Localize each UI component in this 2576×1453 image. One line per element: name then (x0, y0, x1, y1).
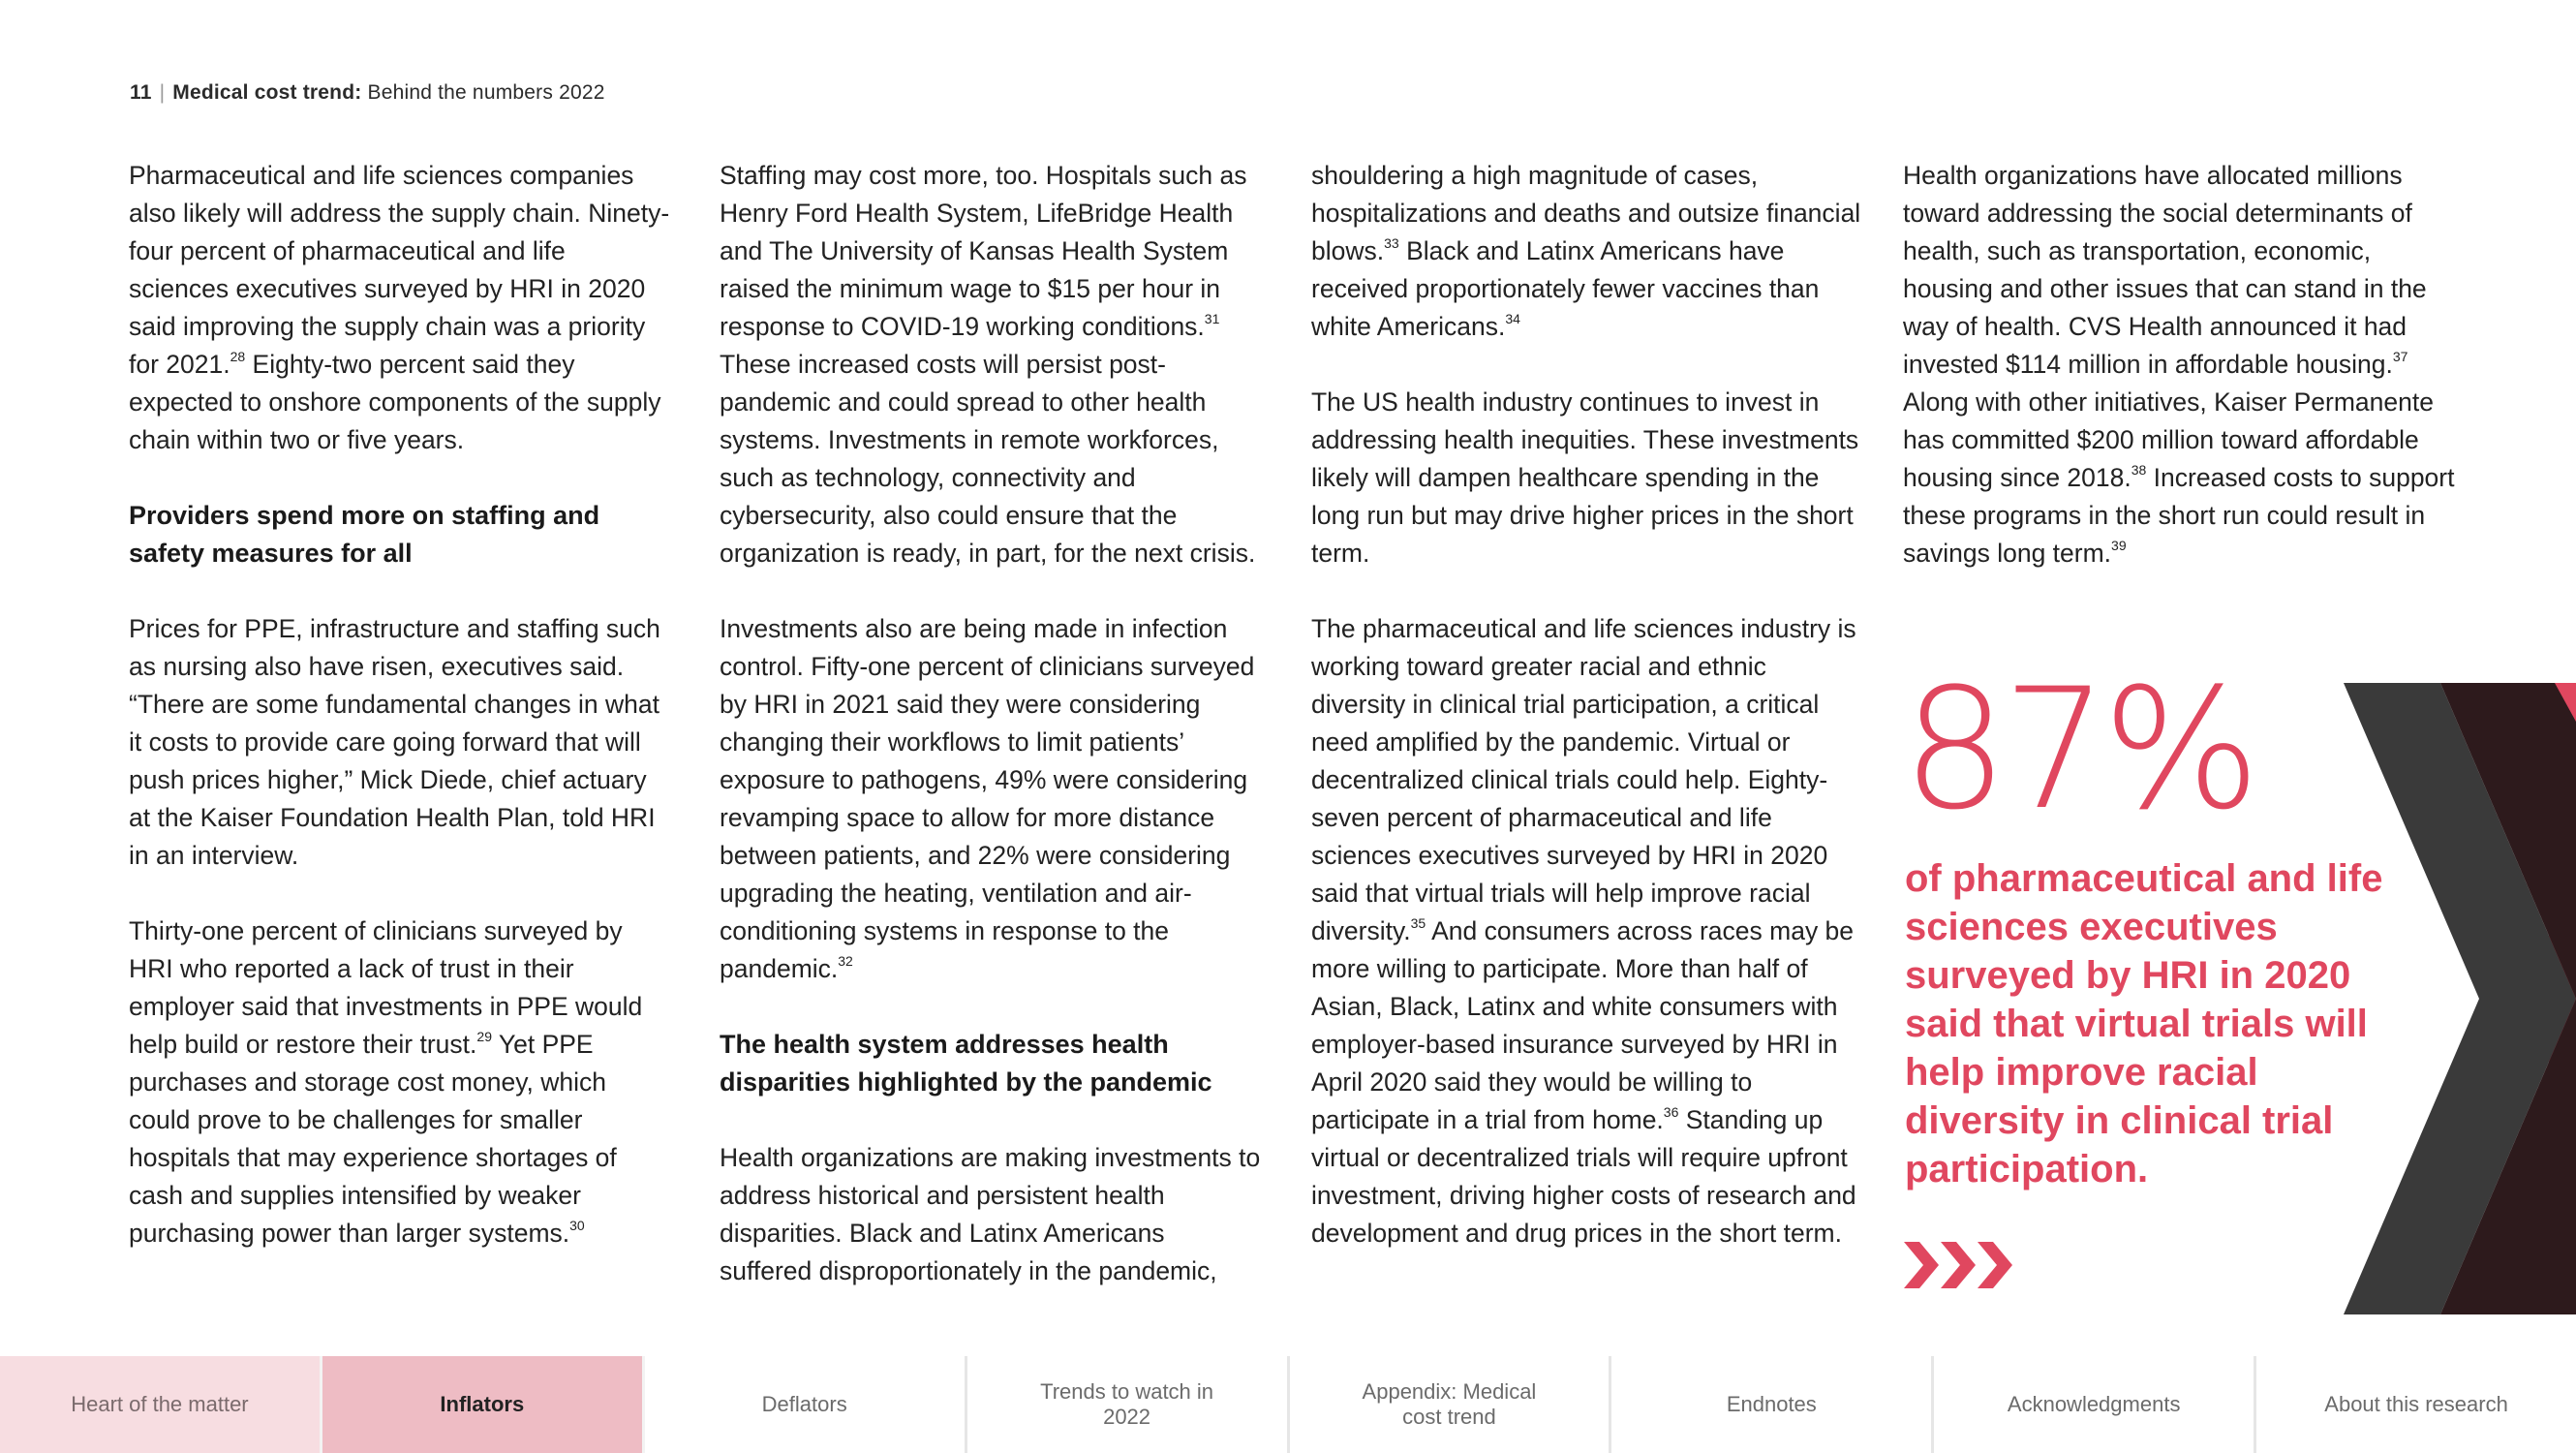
nav-tab-about-this-research[interactable] (2254, 1356, 2576, 1453)
paragraph-text: Health organizations have allocated millions toward addressing the social determinants of health, such as transportation, economic, housing and other issues that can stand in the way of health. CVS Health announced it had invested $114 million in affordable housing. (1903, 161, 2427, 379)
text-column-2 (720, 157, 1262, 1328)
paragraph-text: These increased costs will persist post-pandemic and could spread to other health systems. Investments in remote workforces, such as technology, connectivity and cybersecurity, also could ensure that the organization is ready, in part, for the next crisis. (720, 350, 1256, 568)
footnote-ref[interactable]: 38 (2131, 462, 2147, 479)
paragraph-text: Along with other initiatives, Kaiser Permanente has committed $200 million toward affordable housing since 2018. (1903, 387, 2434, 492)
paragraph-text: Thirty-one percent of clinicians surveyed by HRI who reported a lack of trust in their employer said that investments in PPE would help build or restore their trust. (129, 916, 643, 1059)
nav-tab-label: Deflators (761, 1392, 847, 1416)
nav-tab-label: Heart of the matter (71, 1392, 249, 1416)
paragraph-text: The pharmaceutical and life sciences industry is working toward greater racial and ethnic diversity in clinical trial participation, a critical need amplified by the pandemic. Virtual or decentralized clinical trials could help. Eighty-seven percent of pharmaceutical and life sciences executives surveyed by HRI in 2020 said that virtual trials will help improve racial diversity. (1311, 614, 1856, 945)
paragraph-text: Staffing may cost more, too. Hospitals such as Henry Ford Health System, LifeBridge Health and The University of Kansas Health System raised the minimum wage to $15 per hour in response to COVID-19 working conditions. (720, 161, 1247, 341)
footnote-ref[interactable]: 34 (1505, 311, 1520, 327)
paragraph: The US health industry continues to invest in addressing health inequities. These investments likely will dampen healthcare spending in the long run but may drive higher prices in the short term. (1311, 387, 1859, 568)
paragraph (720, 610, 1262, 988)
footnote-ref[interactable]: 31 (1204, 311, 1220, 327)
section-heading: The health system addresses health disparities highlighted by the pandemic (720, 1030, 1212, 1097)
nav-tab-label: Trends to watch in 2022 (1040, 1379, 1214, 1429)
nav-tab-label: Inflators (440, 1392, 525, 1416)
page-header (130, 81, 605, 105)
footnote-ref[interactable]: 36 (1663, 1104, 1679, 1121)
footnote-ref[interactable]: 30 (569, 1218, 585, 1234)
paragraph (1903, 157, 2455, 572)
paragraph (720, 157, 1262, 572)
footnote-ref[interactable]: 37 (2392, 349, 2408, 365)
bottom-navigation (0, 1356, 2576, 1453)
paragraph-text: Yet PPE purchases and storage cost money, which could prove to be challenges for smaller hospitals that may experience shortages of cash and supplies intensified by weaker purchasing power than larger systems. (129, 1030, 617, 1248)
header-separator: | (159, 81, 166, 104)
nav-tab-trends-to-watch[interactable] (965, 1356, 1287, 1453)
paragraph (1311, 610, 1863, 1252)
paragraph-text: Increased costs to support these programs in the short run could result in savings long term. (1903, 463, 2455, 568)
footnote-ref[interactable]: 35 (1410, 915, 1426, 932)
footnote-ref[interactable]: 39 (2111, 538, 2127, 554)
text-column-4 (1903, 157, 2455, 610)
nav-tab-label: Appendix: Medical cost trend (1362, 1379, 1537, 1429)
stat-number: 87% (1902, 652, 2255, 847)
footnote-ref[interactable]: 33 (1384, 235, 1399, 252)
paragraph (129, 912, 671, 1252)
header-title-rest: Behind the numbers 2022 (367, 81, 605, 104)
paragraph: Prices for PPE, infrastructure and staffing such as nursing also have risen, executives said. “There are some fundamental changes in what it costs to provide care going forward that will push prices higher,” Mick Diede, chief actuary at the Kaiser Foundation Health Plan, told HRI in an interview. (129, 614, 660, 870)
paragraph-text: Eighty-two percent said they expected to onshore components of the supply chain within two or five years. (129, 350, 661, 454)
nav-tab-deflators[interactable] (642, 1356, 965, 1453)
footnote-ref[interactable]: 29 (476, 1029, 492, 1045)
nav-tab-inflators[interactable] (320, 1356, 642, 1453)
paragraph-text: Pharmaceutical and life sciences companies also likely will address the supply chain. Ninety-four percent of pharmaceutical and life sciences executives surveyed by HRI in 2020 said improving the supply chain was a priority for 2021. (129, 161, 670, 379)
paragraph-text: shouldering a high magnitude of cases, hospitalizations and deaths and outsize financial blows. (1311, 161, 1861, 265)
text-column-3 (1311, 157, 1863, 1290)
header-title-bold: Medical cost trend: (172, 81, 362, 104)
paragraph (129, 157, 671, 459)
nav-tab-label: About this research (2324, 1392, 2508, 1416)
nav-tab-heart-of-the-matter[interactable] (0, 1356, 320, 1453)
footnote-ref[interactable]: 32 (838, 953, 853, 970)
section-heading: Providers spend more on staffing and safety measures for all (129, 501, 600, 568)
paragraph-text: Standing up virtual or decentralized trials will require upfront investment, driving higher costs of research and development and drug prices in the short term. (1311, 1105, 1856, 1248)
nav-tab-appendix[interactable] (1287, 1356, 1610, 1453)
paragraph-text: Investments also are being made in infection control. Fifty-one percent of clinicians surveyed by HRI in 2021 said they were considering changing their workflows to limit patients’ exposure to pathogens, 49% were considering revamping space to allow for more distance between patients, and 22% were considering upgrading the heating, ventilation and air-conditioning systems in response to the pandemic. (720, 614, 1255, 983)
footnote-ref[interactable]: 28 (230, 349, 246, 365)
text-column-1 (129, 157, 671, 1290)
stat-caption: of pharmaceutical and life sciences executives surveyed by HRI in 2020 said that virtual trials will help improve racial diversity in clinical trial participation. (1905, 857, 2383, 1190)
nav-tab-label: Endnotes (1726, 1392, 1817, 1416)
paragraph-text: Black and Latinx Americans have received proportionately fewer vaccines than white Americans. (1311, 236, 1820, 341)
paragraph: Health organizations are making investments to address historical and persistent health disparities. Black and Latinx Americans suffered disproportionately in the pandemic, (720, 1143, 1261, 1285)
nav-tab-endnotes[interactable] (1609, 1356, 1931, 1453)
triple-chevron-icon (1904, 1242, 2020, 1288)
paragraph (1311, 157, 1863, 346)
nav-tab-acknowledgments[interactable] (1931, 1356, 2254, 1453)
paragraph-text: And consumers across races may be more willing to participate. More than half of Asian, Black, Latinx and white consumers with employer-based insurance surveyed by HRI in April 2020 said they would be willing to participate in a trial from home. (1311, 916, 1855, 1134)
nav-tab-label: Acknowledgments (2007, 1392, 2181, 1416)
page-number: 11 (130, 81, 152, 104)
